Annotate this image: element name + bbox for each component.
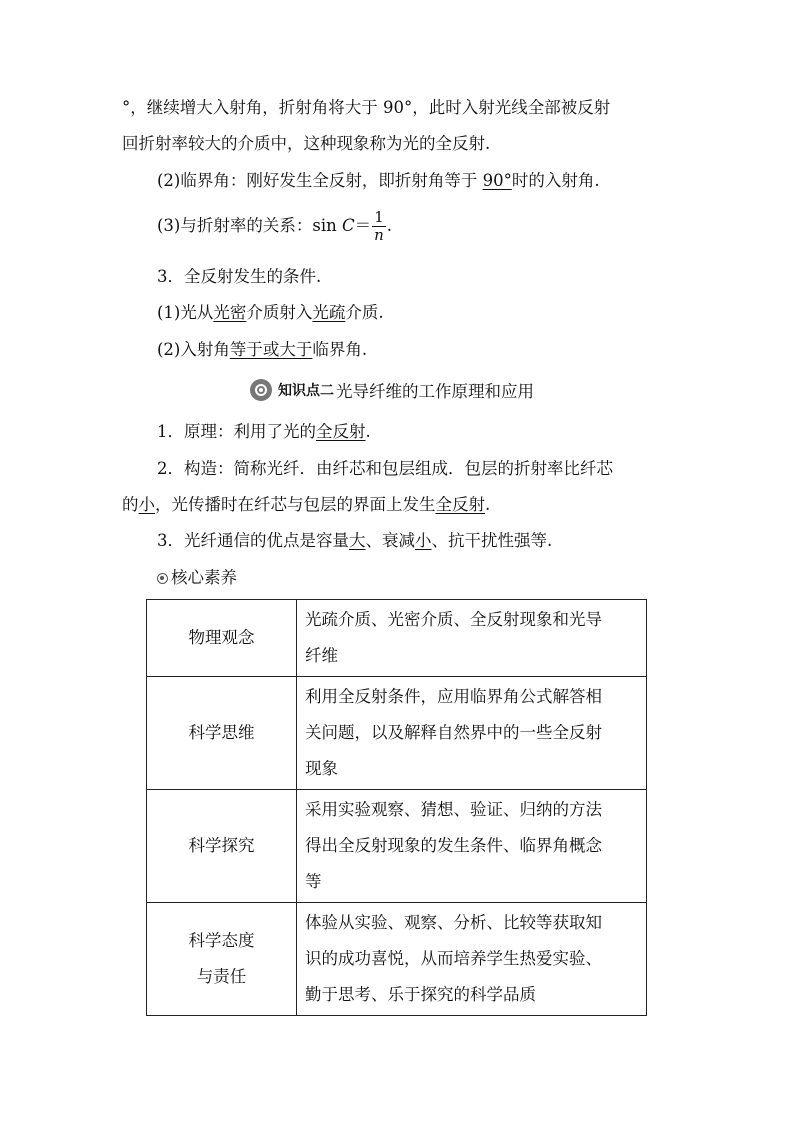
table-row: [147, 903, 647, 1016]
core-literacy-label: [157, 567, 237, 589]
fraction-numerator: 1: [372, 209, 386, 227]
table-key-cell: [147, 790, 297, 903]
text: (1)光从: [157, 303, 214, 322]
fiber-principle: [157, 421, 371, 443]
text: ，光传播时在纤芯与包层的界面上发生: [155, 495, 436, 514]
text: 3．光纤通信的优点是容量: [157, 531, 349, 550]
table-row: [147, 790, 647, 903]
table-key-line: 科学态度: [188, 931, 255, 950]
table-value-line: 得出全反射现象的发生条件、临界角概念: [305, 836, 602, 855]
table-value-line: 纤维: [305, 646, 338, 665]
table-value-line: 勤于思考、乐于探究的科学品质: [305, 985, 536, 1004]
table-key-cell: [147, 903, 297, 1016]
text: 、衰减: [365, 531, 415, 550]
table-value-cell: [297, 903, 647, 1016]
table-key-line: 物理观念: [188, 628, 255, 647]
table-key-cell: [147, 677, 297, 790]
answer-underlined: 小: [415, 531, 432, 550]
fiber-advantages: [157, 530, 552, 552]
text: (2)入射角: [157, 340, 230, 359]
table-row: [147, 677, 647, 790]
table-value-cell: [297, 790, 647, 903]
table-value-cell: [297, 600, 647, 677]
condition-title: 3．全反射发生的条件.: [157, 267, 322, 286]
fraction-denominator: n: [374, 226, 384, 244]
table-value-line: 体验从实验、观察、分析、比较等获取知: [305, 913, 602, 932]
table-value-line: 采用实验观察、猜想、验证、归纳的方法: [305, 800, 602, 819]
table-value-line: 利用全反射条件，应用临界角公式解答相: [305, 687, 602, 706]
table-row: [147, 600, 647, 677]
variable: C: [342, 216, 355, 235]
text: 的: [122, 495, 139, 514]
fiber-structure-line2: [122, 494, 490, 516]
answer-underlined: 90°: [482, 171, 512, 190]
bullet-icon: [157, 573, 168, 584]
text: .: [365, 422, 371, 441]
knowledge-point-icon: [250, 379, 272, 401]
critical-angle-item: [157, 170, 600, 192]
text: 1．原理：利用了光的: [157, 422, 316, 441]
section-heading: [250, 377, 534, 403]
answer-underlined: 大: [349, 531, 366, 550]
table-key-cell: [147, 600, 297, 677]
section-badge: 知识点二: [278, 383, 334, 399]
text: .: [386, 216, 393, 235]
table-value-line: 等: [305, 872, 322, 891]
text: (3)与折射率的关系：sin: [157, 216, 342, 235]
equals: ＝: [354, 216, 372, 235]
text: 时的入射角.: [511, 171, 600, 190]
table-value-line: 现象: [305, 759, 338, 778]
answer-underlined: 小: [138, 495, 155, 514]
text: .: [485, 495, 491, 514]
table-key-line: 与责任: [196, 967, 247, 986]
table-value-cell: [297, 677, 647, 790]
answer-underlined: 等于或大于: [229, 340, 313, 359]
condition-1: [157, 302, 384, 324]
fraction: [372, 209, 386, 244]
fiber-structure-line1: 2．构造：简称光纤．由纤芯和包层组成．包层的折射率比纤芯: [157, 459, 613, 478]
answer-underlined: 光疏: [312, 303, 346, 322]
answer-underlined: 光密: [213, 303, 247, 322]
text: 介质射入: [246, 303, 313, 322]
paragraph-line: 回折射率较大的介质中，这种现象称为光的全反射.: [122, 134, 491, 153]
core-literacy-table: [146, 599, 647, 1016]
table-key-line: 科学思维: [188, 723, 255, 742]
condition-2: [157, 339, 367, 361]
text: 临界角.: [312, 340, 368, 359]
paragraph-line: °，继续增大入射角，折射角将大于 90°，此时入射光线全部被反射: [122, 98, 611, 117]
table-value-line: 关问题，以及解释自然界中的一些全反射: [305, 723, 602, 742]
answer-underlined: 全反射: [316, 422, 366, 441]
answer-underlined: 全反射: [435, 495, 485, 514]
formula-item: [157, 206, 392, 246]
text: 介质.: [345, 303, 384, 322]
core-literacy-text: 核心素养: [171, 568, 237, 587]
section-title: 光导纤维的工作原理和应用: [336, 382, 534, 401]
table-value-line: 识的成功喜悦，从而培养学生热爱实验、: [305, 949, 602, 968]
table-value-line: 光疏介质、光密介质、全反射现象和光导: [305, 610, 602, 629]
table-key-line: 科学探究: [188, 836, 255, 855]
text: 、抗干扰性强等.: [431, 531, 553, 550]
text: (2)临界角：刚好发生全反射，即折射角等于: [157, 171, 483, 190]
